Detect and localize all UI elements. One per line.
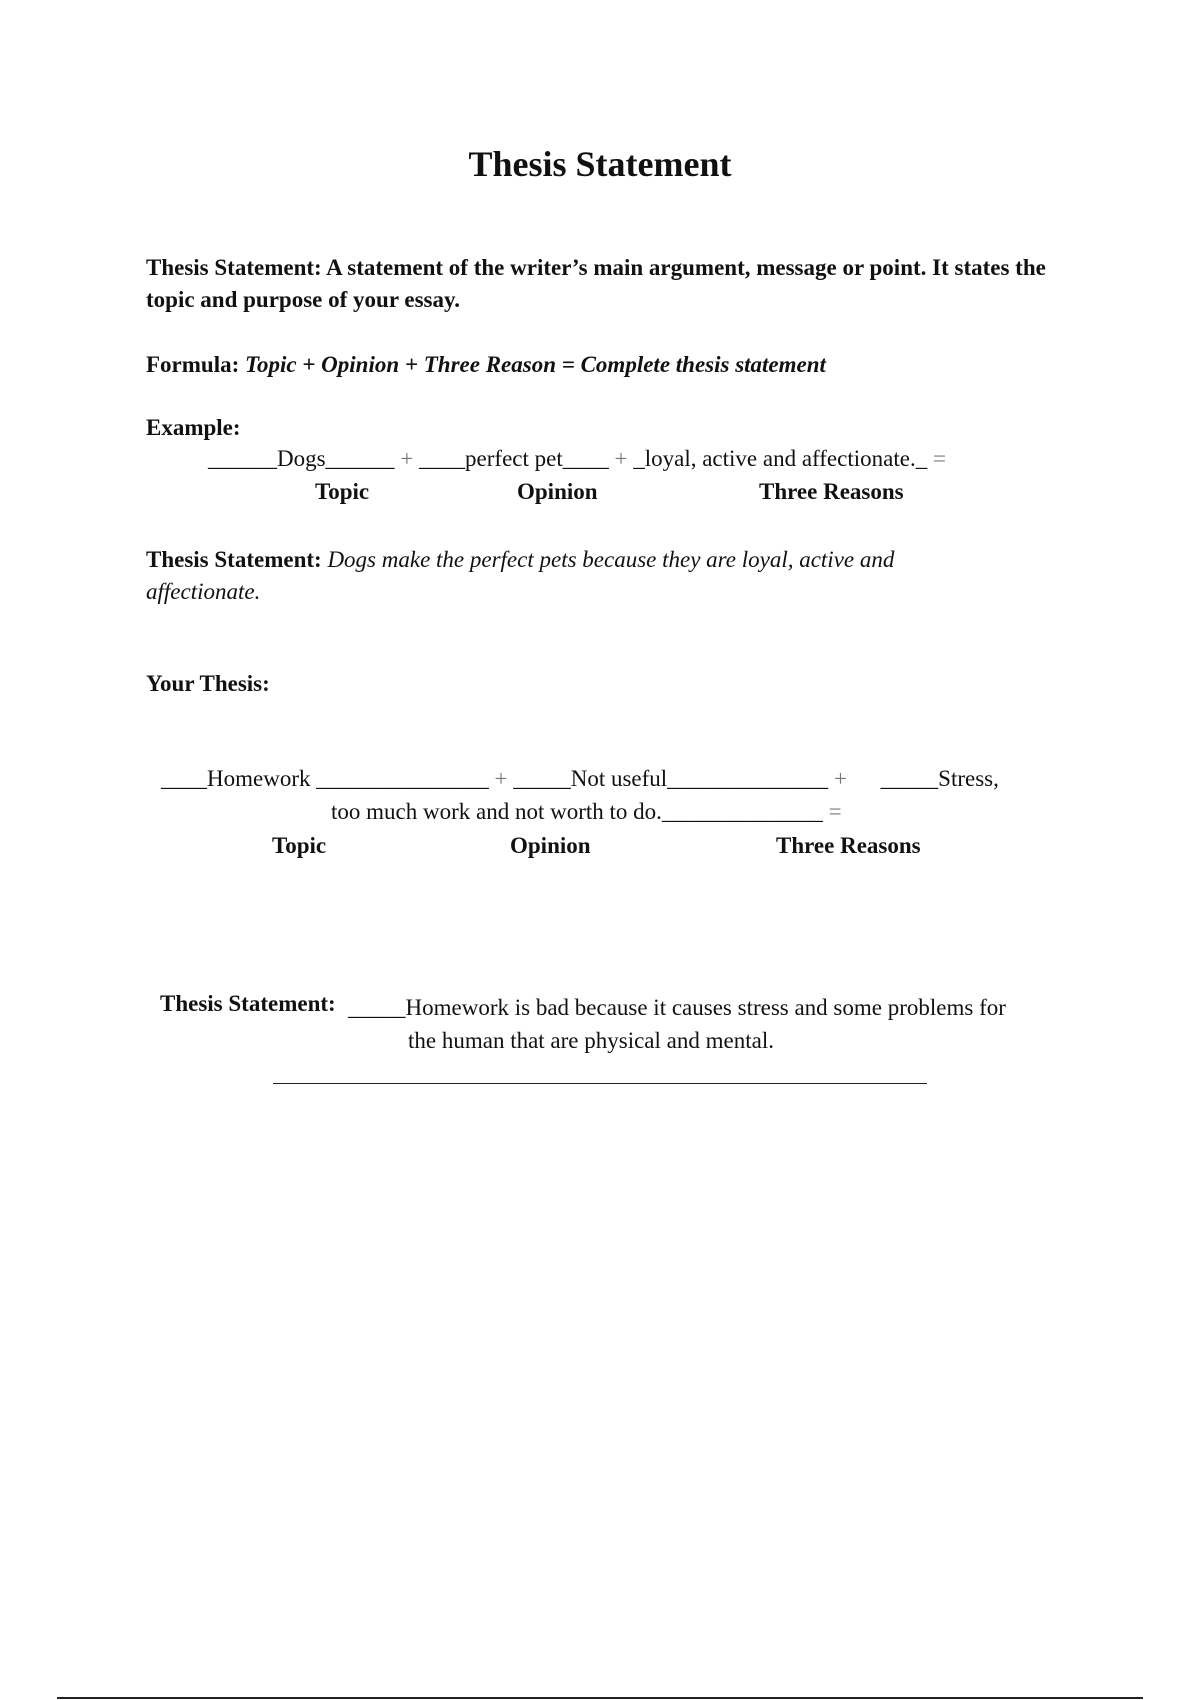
- formula-label: Formula:: [146, 352, 240, 377]
- answer-formula-row-continued: [331, 799, 842, 825]
- definition-label: Thesis Statement:: [146, 255, 322, 280]
- example-topic-blank: ______Dogs______: [208, 446, 395, 471]
- example-label: Example:: [146, 415, 241, 440]
- definition-text: A statement of the writer’s main argument, message or point. It states the topic and purpose of your essay.: [146, 255, 1046, 312]
- page-footer-rule: [57, 1697, 1143, 1699]
- plus-sign: +: [494, 766, 508, 791]
- example-reasons-blank: _loyal, active and affectionate._: [633, 446, 928, 471]
- example-reasons-label: Three Reasons: [759, 479, 904, 504]
- answer-opinion-blank: _____Not useful______________: [513, 766, 829, 791]
- answer-thesis-line-1: _____Homework is bad because it causes stress and some problems for: [348, 995, 1006, 1020]
- example-thesis-statement: [146, 544, 986, 608]
- your-thesis-label: Your Thesis:: [146, 671, 270, 696]
- example-thesis-text: Dogs make the perfect pets because they are loyal, active and affectionate.: [146, 547, 895, 604]
- answer-thesis-label: Thesis Statement:: [160, 991, 336, 1016]
- answer-topic-label: Topic: [272, 833, 327, 858]
- answer-thesis-line-2: the human that are physical and mental.: [408, 1028, 774, 1053]
- plus-sign: +: [833, 766, 847, 791]
- answer-reasons-label: Three Reasons: [776, 833, 921, 858]
- equals-sign: =: [828, 799, 842, 824]
- answer-opinion-label: Opinion: [510, 833, 591, 858]
- formula-text: Topic + Opinion + Three Reason = Complete thesis statement: [245, 352, 826, 377]
- page-title: Thesis Statement: [468, 144, 732, 184]
- answer-reasons-blank-continued: too much work and not worth to do.______________: [331, 799, 823, 824]
- answer-underline: [273, 1083, 927, 1084]
- formula-line: [146, 352, 826, 378]
- definition-paragraph: [146, 252, 1046, 316]
- answer-reasons-blank: _____Stress,: [880, 766, 999, 791]
- answer-thesis-text: [348, 991, 1048, 1057]
- plus-sign: +: [400, 446, 414, 471]
- example-topic-label: Topic: [315, 479, 370, 504]
- answer-formula-row: [161, 766, 999, 792]
- example-opinion-blank: ____perfect pet____: [419, 446, 609, 471]
- example-thesis-label: Thesis Statement:: [146, 547, 322, 572]
- answer-topic-blank: ____Homework _______________: [161, 766, 489, 791]
- example-opinion-label: Opinion: [517, 479, 598, 504]
- equals-sign: =: [932, 446, 946, 471]
- example-formula-row: [208, 446, 946, 472]
- plus-sign: +: [614, 446, 628, 471]
